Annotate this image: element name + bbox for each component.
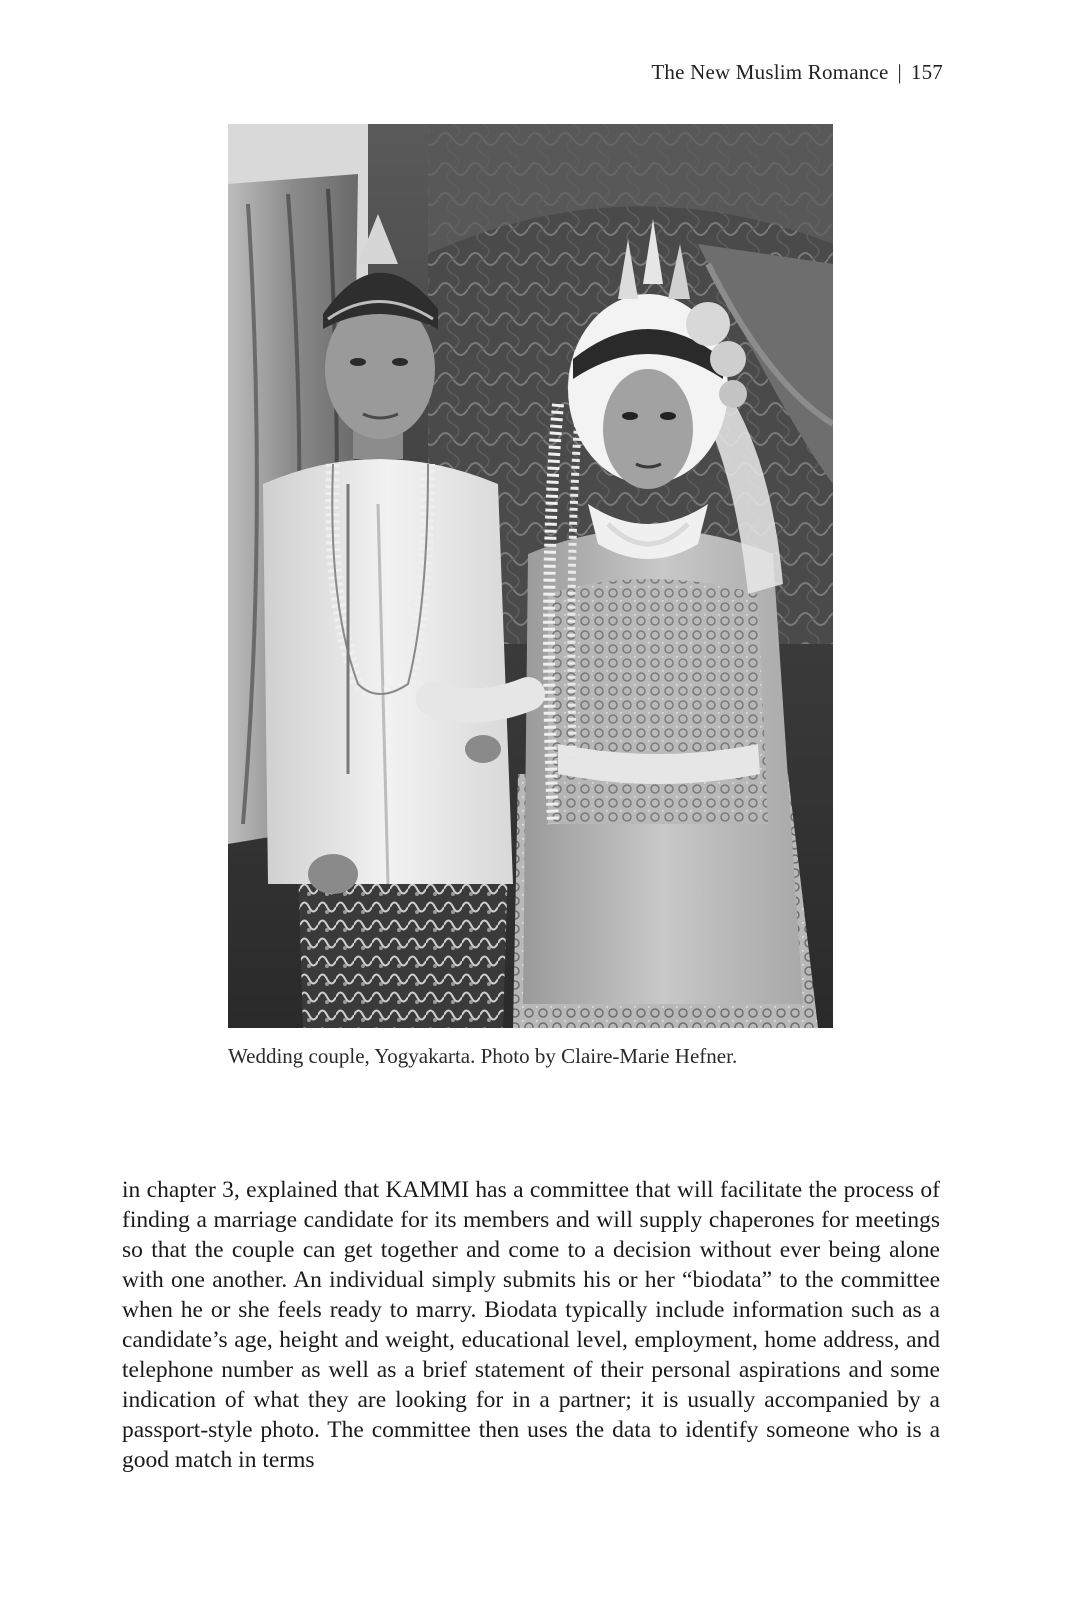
figure-caption: Wedding couple, Yogyakarta. Photo by Claire-Marie Hefner. <box>228 1044 738 1068</box>
running-head-separator: | <box>897 60 902 84</box>
wedding-couple-photo <box>228 124 833 1028</box>
page-number: 157 <box>910 60 943 84</box>
body-text <box>122 1175 940 1475</box>
running-head <box>651 60 943 85</box>
running-head-title: The New Muslim Romance <box>651 60 889 84</box>
body-paragraph: in chapter 3, explained that KAMMI has a committee that will facilitate the process of finding a marriage candidate for its members and will supply chaperones for meetings so that the couple can get together and come to a decision without ever being alone with one another. An individual simply submits his or her “biodata” to the committee when he or she feels ready to marry. Biodata typically include information such as a candidate’s age, height and weight, educational level, employment, home address, and telephone number as well as a brief statement of their personal aspirations and some indication of what they are looking for in a partner; it is usually accompanied by a passport-style photo. The committee then uses the data to identify someone who is a good match in terms <box>122 1177 940 1473</box>
